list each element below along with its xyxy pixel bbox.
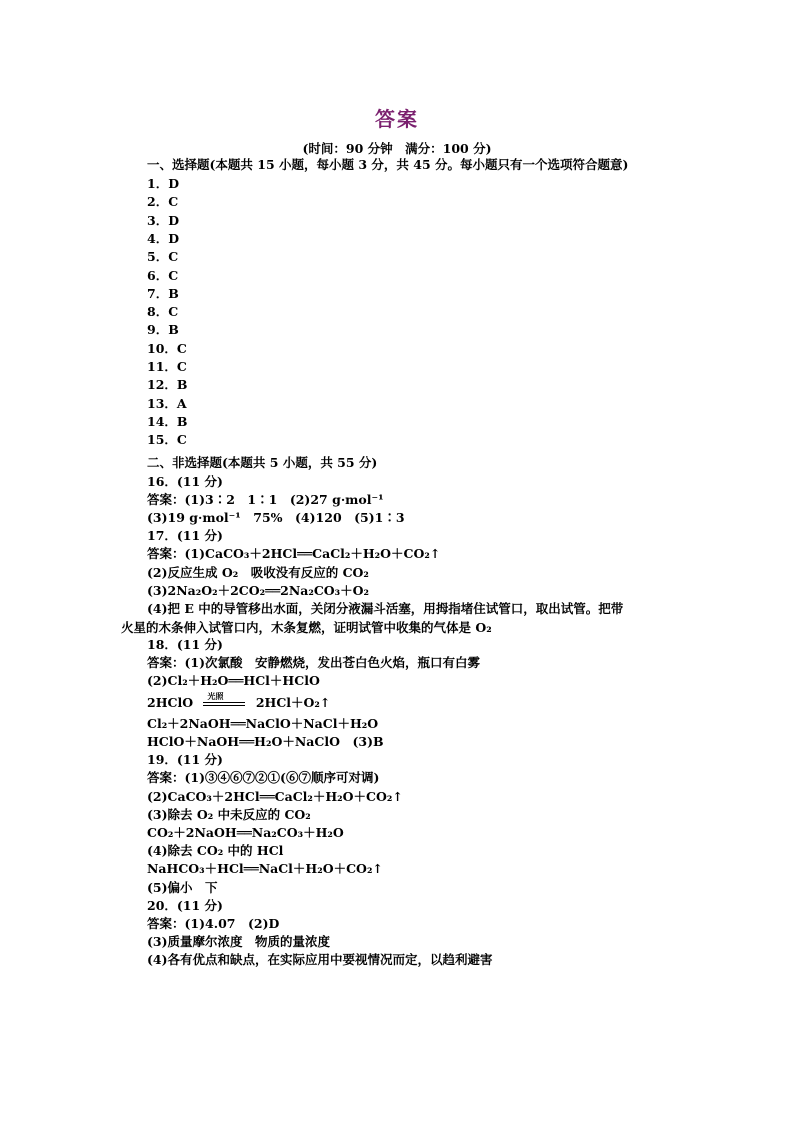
question-19-answer-line: (4)除去 CO₂ 中的 HCl (147, 843, 284, 858)
choice-answer-item: 12．B (147, 377, 188, 393)
question-19-heading: 19．(11 分) (147, 752, 223, 767)
choice-answer-item: 2．C (147, 194, 179, 210)
reaction-condition: 光照 (207, 690, 224, 701)
question-17-heading: 17．(11 分) (147, 528, 223, 543)
question-17-answer-line: 答案：(1)CaCO₃＋2HCl══CaCl₂＋H₂O＋CO₂↑ (147, 546, 441, 561)
choice-answer-item: 15．C (147, 432, 187, 448)
question-17-answer-line: (2)反应生成 O₂ 吸收没有反应的 CO₂ (147, 565, 369, 580)
equation-reactant: 2HClO (147, 695, 194, 710)
choice-answer-item: 6．C (147, 267, 179, 283)
question-18-answer-line: (2)Cl₂＋H₂O══HCl＋HClO (147, 673, 320, 688)
choice-answer-item: 7．B (147, 285, 179, 301)
choice-answer-item: 3．D (147, 212, 180, 228)
question-20-answer-line: (3)质量摩尔浓度 物质的量浓度 (147, 934, 331, 949)
choice-answer-item: 4．D (147, 230, 180, 246)
equation-product: 2HCl＋O₂↑ (255, 695, 331, 710)
question-19-answer-line: 答案：(1)③④⑥⑦②①(⑥⑦顺序可对调) (147, 770, 380, 785)
question-19-answer-line: (2)CaCO₃＋2HCl══CaCl₂＋H₂O＋CO₂↑ (147, 789, 403, 804)
section-heading-choice: 一、选择题(本题共 15 小题，每小题 3 分，共 45 分。每小题只有一个选项符合题意) (147, 157, 629, 172)
page-title: 答案 (375, 107, 419, 131)
question-19-answer-line: (5)偏小 下 (147, 880, 218, 895)
question-17-answer-line: (3)2Na₂O₂＋2CO₂══2Na₂CO₃＋O₂ (147, 583, 370, 598)
question-19-answer-line: CO₂＋2NaOH══Na₂CO₃＋H₂O (147, 825, 344, 840)
question-18-answer-line: 答案：(1)次氯酸 安静燃烧，发出苍白色火焰，瓶口有白雾 (147, 655, 481, 670)
section-heading-nonchoice: 二、非选择题(本题共 5 小题，共 55 分) (147, 455, 378, 470)
question-20-answer-line: (4)各有优点和缺点，在实际应用中要视情况而定，以趋利避害 (147, 952, 493, 967)
question-18-answer-line: Cl₂＋2NaOH══NaClO＋NaCl＋H₂O (147, 716, 379, 731)
exam-info: (时间：90 分钟 满分：100 分) (302, 141, 492, 156)
question-18-answer-line: HClO＋NaOH══H₂O＋NaClO (3)B (147, 734, 384, 749)
question-16-heading: 16．(11 分) (147, 474, 223, 489)
choice-answer-item: 9．B (147, 322, 179, 338)
question-18-equation-photolysis (147, 690, 331, 711)
choice-answer-item: 11．C (147, 359, 187, 374)
question-19-answer-line: (3)除去 O₂ 中未反应的 CO₂ (147, 807, 311, 822)
reaction-condition-arrow (203, 690, 245, 711)
choice-answer-item: 14．B (147, 413, 188, 429)
question-16-answer-line: 答案：(1)3∶2 1∶1 (2)27 g·mol⁻¹ (147, 492, 384, 507)
choice-answer-item: 1．D (147, 176, 180, 191)
question-17-answer-line: (4)把 E 中的导管移出水面，关闭分液漏斗活塞，用拇指堵住试管口，取出试管。把带 (147, 601, 624, 616)
question-16-answer-line: (3)19 g·mol⁻¹ 75% (4)120 (5)1∶3 (147, 510, 405, 525)
choice-answer-item: 5．C (147, 249, 179, 265)
choice-answer-item: 13．A (147, 395, 187, 411)
question-19-answer-line: NaHCO₃＋HCl══NaCl＋H₂O＋CO₂↑ (147, 861, 383, 876)
question-17-answer-line: 火星的木条伸入试管口内，木条复燃，证明试管中收集的气体是 O₂ (121, 620, 492, 635)
choice-answer-item: 10．C (147, 340, 187, 356)
question-18-heading: 18．(11 分) (147, 637, 223, 652)
question-20-heading: 20．(11 分) (147, 898, 223, 913)
choice-answer-item: 8．C (147, 304, 179, 320)
question-20-answer-line: 答案：(1)4.07 (2)D (147, 916, 280, 931)
